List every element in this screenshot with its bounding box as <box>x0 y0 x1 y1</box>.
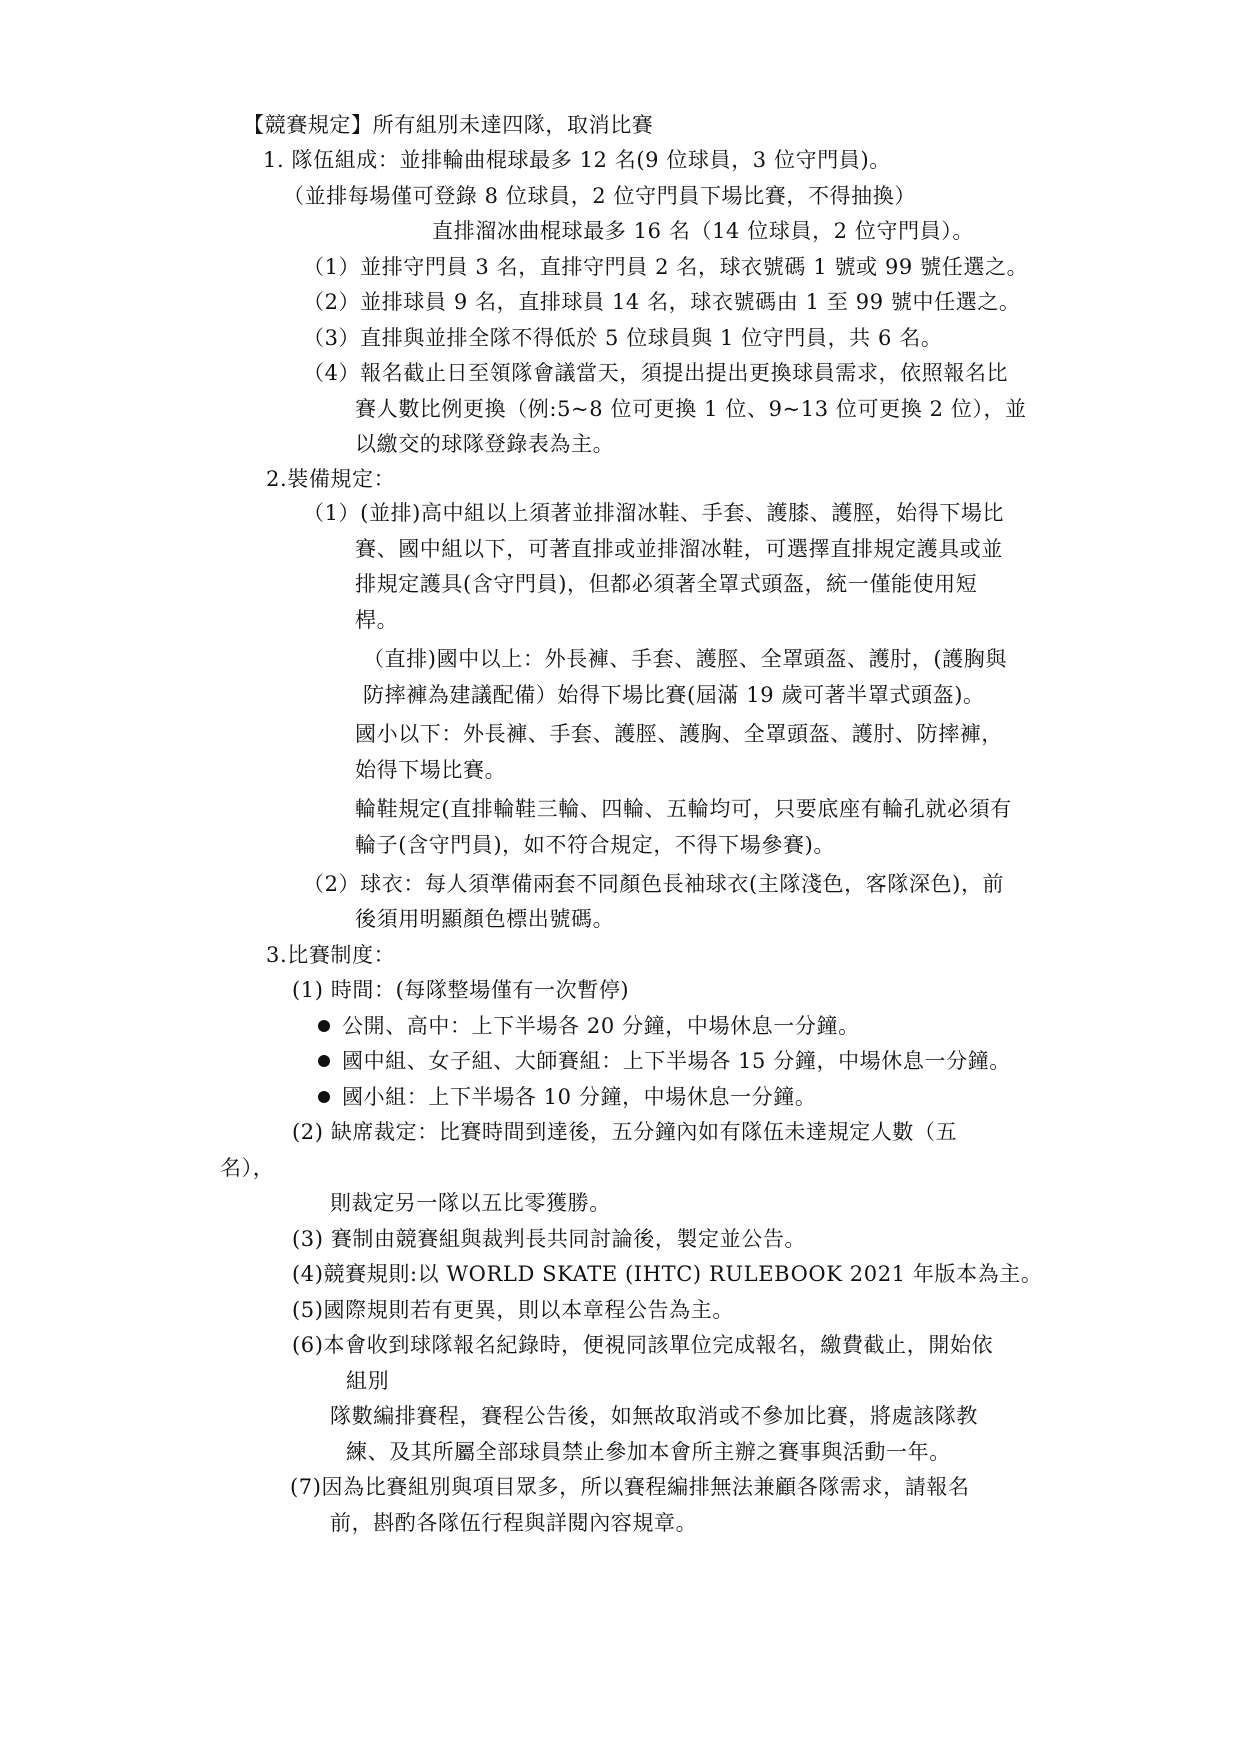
bullet-item <box>318 1013 860 1039</box>
bullet-text: 國小組：上下半場各 10 分鐘，中場休息一分鐘。 <box>342 1085 817 1109</box>
text-line: （2）並排球員 9 名，直排球員 14 名，球衣號碼由 1 至 99 號中任選之。 <box>303 290 1021 314</box>
text-line: 則裁定另一隊以五比零獲勝。 <box>330 1191 611 1215</box>
subsection-heading: 3.比賽制度： <box>266 943 396 967</box>
text-line: （4）報名截止日至領隊會議當天，須提出提出更換球員需求，依照報名比 <box>303 361 1009 385</box>
text-line: 隊數編排賽程，賽程公告後，如無故取消或不參加比賽，將處該隊教 <box>330 1404 978 1428</box>
section-heading: 【競賽規定】所有組別未達四隊，取消比賽 <box>243 113 654 137</box>
text-line: 賽、國中組以下，可著直排或並排溜冰鞋，可選擇直排規定護具或並 <box>355 537 1003 561</box>
text-line: (5)國際規則若有更異，則以本章程公告為主。 <box>292 1298 734 1322</box>
text-line: (4)競賽規則:以 WORLD SKATE (IHTC) RULEBOOK 2021 年版本為主。 <box>292 1262 1043 1286</box>
bullet-icon <box>318 1055 330 1067</box>
bullet-text: 公開、高中：上下半場各 20 分鐘，中場休息一分鐘。 <box>342 1014 860 1038</box>
text-line: 名）， <box>220 1156 275 1180</box>
text-line: 排規定護具(含守門員)，但都必須著全罩式頭盔，統一僅能使用短 <box>355 572 978 596</box>
bullet-icon <box>318 1020 330 1032</box>
text-line: (6)本會收到球隊報名紀錄時，便視同該單位完成報名，繳費截止，開始依 <box>292 1333 994 1357</box>
text-line: 國小以下：外長褲、手套、護脛、護胸、全罩頭盔、護肘、防摔褲， <box>355 722 1003 746</box>
text-line: 1. 隊伍組成：並排輪曲棍球最多 12 名(9 位球員，3 位守門員)。 <box>263 148 891 172</box>
text-line: 輪子(含守門員)，如不符合規定，不得下場參賽)。 <box>355 833 835 857</box>
text-line: (3) 賽制由競賽組與裁判長共同討論後，製定並公告。 <box>292 1227 807 1251</box>
text-line: （3）直排與並排全隊不得低於 5 位球員與 1 位守門員，共 6 名。 <box>303 326 943 350</box>
text-line: 練、及其所屬全部球員禁止參加本會所主辦之賽事與活動一年。 <box>346 1440 951 1464</box>
bullet-text: 國中組、女子組、大師賽組：上下半場各 15 分鐘，中場休息一分鐘。 <box>342 1049 1011 1073</box>
text-line: (1) 時間：(每隊整場僅有一次暫停) <box>292 978 630 1002</box>
text-line: 輪鞋規定(直排輪鞋三輪、四輪、五輪均可，只要底座有輪孔就必須有 <box>355 797 1012 821</box>
bullet-icon <box>318 1091 330 1103</box>
text-line: 以繳交的球隊登錄表為主。 <box>355 432 615 456</box>
bullet-item <box>318 1048 1011 1074</box>
bullet-item <box>318 1084 816 1110</box>
text-line: (2) 缺席裁定：比賽時間到達後，五分鐘內如有隊伍未達規定人數（五 <box>292 1120 958 1144</box>
text-line: 直排溜冰曲棍球最多 16 名（14 位球員，2 位守門員）。 <box>432 219 975 243</box>
text-line: 始得下場比賽。 <box>355 758 507 782</box>
text-line: 後須用明顯顏色標出號碼。 <box>355 907 615 931</box>
text-line: (7)因為比賽組別與項目眾多，所以賽程編排無法兼顧各隊需求，請報名 <box>290 1475 970 1499</box>
text-line: 前，斟酌各隊伍行程與詳閱內容規章。 <box>330 1511 698 1535</box>
text-line: 防摔褲為建議配備）始得下場比賽(屆滿 19 歲可著半罩式頭盔)。 <box>363 683 985 707</box>
text-line: （直排)國中以上：外長褲、手套、護脛、全罩頭盔、護肘，(護胸與 <box>363 647 1007 671</box>
text-line: （2）球衣：每人須準備兩套不同顏色長袖球衣(主隊淺色，客隊深色)，前 <box>303 872 1005 896</box>
subsection-heading: 2.裝備規定： <box>266 467 396 491</box>
text-line: 賽人數比例更換（例:5~8 位可更換 1 位、9~13 位可更換 2 位），並 <box>355 397 1027 421</box>
text-line: （1）並排守門員 3 名，直排守門員 2 名，球衣號碼 1 號或 99 號任選之。 <box>303 255 1029 279</box>
text-line: （並排每場僅可登錄 8 位球員，2 位守門員下場比賽，不得抽換） <box>283 184 916 208</box>
text-line: 組別 <box>346 1369 390 1393</box>
text-line: （1）(並排)高中組以上須著並排溜冰鞋、手套、護膝、護脛，始得下場比 <box>303 501 1005 525</box>
text-line: 桿。 <box>355 608 399 632</box>
